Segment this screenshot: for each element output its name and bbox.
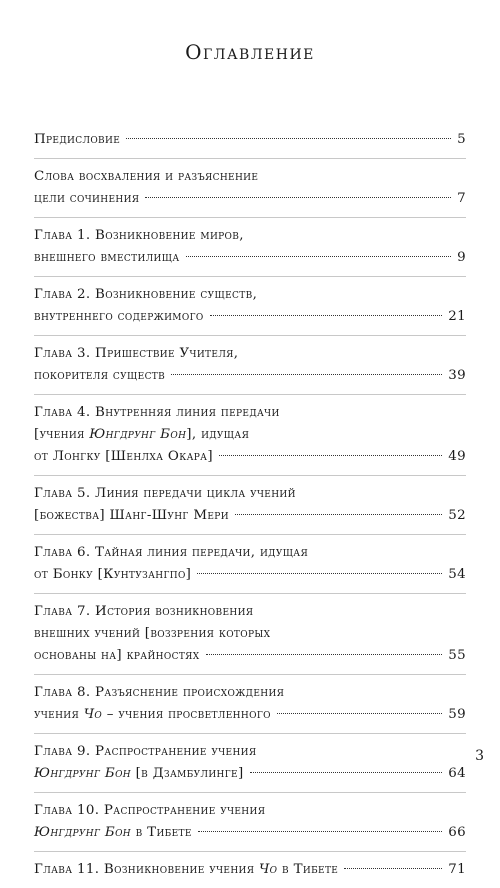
- toc-italic-term: Юнгдрунг Бон: [89, 427, 187, 442]
- toc-text-segment: – учения просветленного: [102, 707, 271, 722]
- toc-entry-text: [34, 601, 253, 623]
- toc-entry[interactable]: [34, 675, 466, 734]
- toc-text-segment: Глава 4. Внутренняя линия передачи: [34, 405, 280, 420]
- toc-entry-line: [34, 306, 466, 328]
- toc-entry-line: [34, 682, 466, 704]
- toc-entry-text: [34, 800, 265, 822]
- toc-entry[interactable]: [34, 476, 466, 535]
- toc-entry-text: [34, 763, 244, 785]
- dot-leader: [197, 573, 442, 574]
- toc-entry-text: [34, 542, 308, 564]
- toc-entry-line: [34, 704, 466, 726]
- toc-entry-text: [34, 166, 258, 188]
- toc-entry-line: [34, 741, 466, 763]
- dot-leader: [145, 197, 451, 198]
- toc-entry-line: [34, 822, 466, 844]
- toc-entry[interactable]: [34, 218, 466, 277]
- toc-entry[interactable]: [34, 277, 466, 336]
- toc-entry[interactable]: [34, 159, 466, 218]
- toc-text-segment: от Бонку [Кунтузангпо]: [34, 567, 192, 582]
- toc-entry-line: [34, 505, 466, 527]
- toc-entry-line: [34, 424, 466, 446]
- toc-text-segment: Глава 7. История возникновения: [34, 604, 254, 619]
- toc-entry-line: [34, 225, 466, 247]
- dot-leader: [235, 514, 442, 515]
- toc-text-segment: Глава 2. Возникновение существ,: [34, 287, 258, 302]
- toc-text-segment: [божества] Шанг-Шунг Мери: [34, 508, 229, 523]
- toc-text-segment: Глава 5. Линия передачи цикла учений: [34, 486, 296, 501]
- toc-entry-line: [34, 763, 466, 785]
- toc-page-number: 49: [448, 449, 466, 464]
- page-title: Оглавление: [185, 40, 315, 64]
- toc-entry-text: [34, 505, 229, 527]
- toc-text-segment: в Тибете: [277, 862, 339, 877]
- toc-text-segment: внешнего вместилища: [34, 250, 180, 265]
- toc-entry-text: [34, 225, 244, 247]
- toc-entry-text: [34, 859, 338, 881]
- table-of-contents: [34, 122, 466, 888]
- toc-entry-text: [34, 424, 249, 446]
- toc-entry-line: [34, 601, 466, 623]
- toc-page-number: 64: [448, 766, 466, 781]
- toc-entry[interactable]: [34, 336, 466, 395]
- dot-leader: [171, 374, 442, 375]
- toc-entry[interactable]: [34, 535, 466, 594]
- dot-leader: [198, 831, 442, 832]
- toc-entry-text: [34, 188, 139, 210]
- toc-page-number: 7: [457, 191, 466, 206]
- toc-entry-text: [34, 284, 257, 306]
- toc-entry-text: [34, 365, 165, 387]
- page-number: 3: [475, 748, 484, 764]
- toc-italic-term: Юнгдрунг Бон: [34, 825, 131, 840]
- toc-entry-line: [34, 402, 466, 424]
- toc-text-segment: Глава 10. Распространение учения: [34, 803, 266, 818]
- toc-entry-text: [34, 402, 280, 424]
- toc-entry-line: [34, 542, 466, 564]
- toc-entry-text: [34, 822, 192, 844]
- dot-leader: [210, 315, 443, 316]
- toc-entry-line: [34, 365, 466, 387]
- toc-italic-term: Чо: [258, 862, 278, 877]
- toc-page-number: 5: [457, 132, 466, 147]
- toc-text-segment: цели сочинения: [34, 191, 140, 206]
- toc-entry-text: [34, 483, 296, 505]
- dot-leader: [219, 455, 442, 456]
- toc-entry-text: [34, 682, 284, 704]
- toc-italic-term: Юнгдрунг Бон: [34, 766, 131, 781]
- toc-entry-line: [34, 188, 466, 210]
- toc-entry-text: [34, 623, 270, 645]
- toc-entry-text: [34, 645, 200, 667]
- toc-text-segment: Глава 1. Возникновение миров,: [34, 228, 244, 243]
- dot-leader: [344, 868, 442, 869]
- toc-text-segment: ], идущая: [186, 427, 250, 442]
- toc-entry-text: [34, 704, 271, 726]
- toc-entry-line: [34, 564, 466, 586]
- toc-entry-line: [34, 129, 466, 151]
- toc-entry[interactable]: [34, 122, 466, 159]
- toc-entry-line: [34, 800, 466, 822]
- toc-entry-line: [34, 284, 466, 306]
- toc-entry-line: [34, 247, 466, 269]
- toc-page-number: 39: [448, 368, 466, 383]
- toc-page-number: 55: [448, 648, 466, 663]
- toc-text-segment: Глава 8. Разъяснение происхождения: [34, 685, 285, 700]
- toc-page-number: 21: [448, 309, 466, 324]
- toc-text-segment: Слова восхваления и разъяснение: [34, 169, 259, 184]
- toc-entry-line: [34, 343, 466, 365]
- toc-entry-line: [34, 446, 466, 468]
- dot-leader: [206, 654, 443, 655]
- toc-entry[interactable]: [34, 594, 466, 675]
- toc-entry[interactable]: [34, 734, 466, 793]
- toc-page-number: 59: [448, 707, 466, 722]
- toc-italic-term: Чо: [83, 707, 103, 722]
- toc-entry[interactable]: [34, 852, 466, 888]
- toc-text-segment: Глава 6. Тайная линия передачи, идущая: [34, 545, 309, 560]
- toc-text-segment: основаны на] крайностях: [34, 648, 200, 663]
- toc-text-segment: внешних учений [воззрения которых: [34, 626, 271, 641]
- toc-text-segment: Глава 9. Распространение учения: [34, 744, 257, 759]
- toc-entry-line: [34, 623, 466, 645]
- toc-entry-text: [34, 564, 191, 586]
- toc-entry[interactable]: [34, 793, 466, 852]
- dot-leader: [277, 713, 442, 714]
- toc-entry-text: [34, 741, 256, 763]
- toc-text-segment: учения: [34, 707, 84, 722]
- toc-entry-text: [34, 343, 238, 365]
- toc-entry-line: [34, 483, 466, 505]
- toc-entry-text: [34, 129, 120, 151]
- toc-text-segment: от Лонгку [Шенлха Окара]: [34, 449, 213, 464]
- toc-page-number: 54: [448, 567, 466, 582]
- toc-entry-line: [34, 859, 466, 881]
- toc-text-segment: в Тибете: [131, 825, 192, 840]
- dot-leader: [186, 256, 452, 257]
- toc-text-segment: Глава 3. Пришествие Учителя,: [34, 346, 239, 361]
- toc-text-segment: внутреннего содержимого: [34, 309, 204, 324]
- toc-text-segment: Предисловие: [34, 132, 121, 147]
- toc-entry-line: [34, 166, 466, 188]
- toc-page-number: 9: [457, 250, 466, 265]
- toc-text-segment: [в Дзамбулинге]: [131, 766, 244, 781]
- toc-entry-text: [34, 306, 204, 328]
- toc-entry-line: [34, 645, 466, 667]
- toc-page-number: 52: [448, 508, 466, 523]
- dot-leader: [250, 772, 443, 773]
- toc-entry[interactable]: [34, 395, 466, 476]
- toc-page-number: 71: [448, 862, 466, 877]
- toc-text-segment: [учения: [34, 427, 90, 442]
- dot-leader: [126, 138, 451, 139]
- toc-text-segment: покорителя существ: [34, 368, 166, 383]
- toc-text-segment: Глава 11. Возникновение учения: [34, 862, 259, 877]
- toc-page-number: 66: [448, 825, 466, 840]
- toc-entry-text: [34, 247, 180, 269]
- toc-entry-text: [34, 446, 213, 468]
